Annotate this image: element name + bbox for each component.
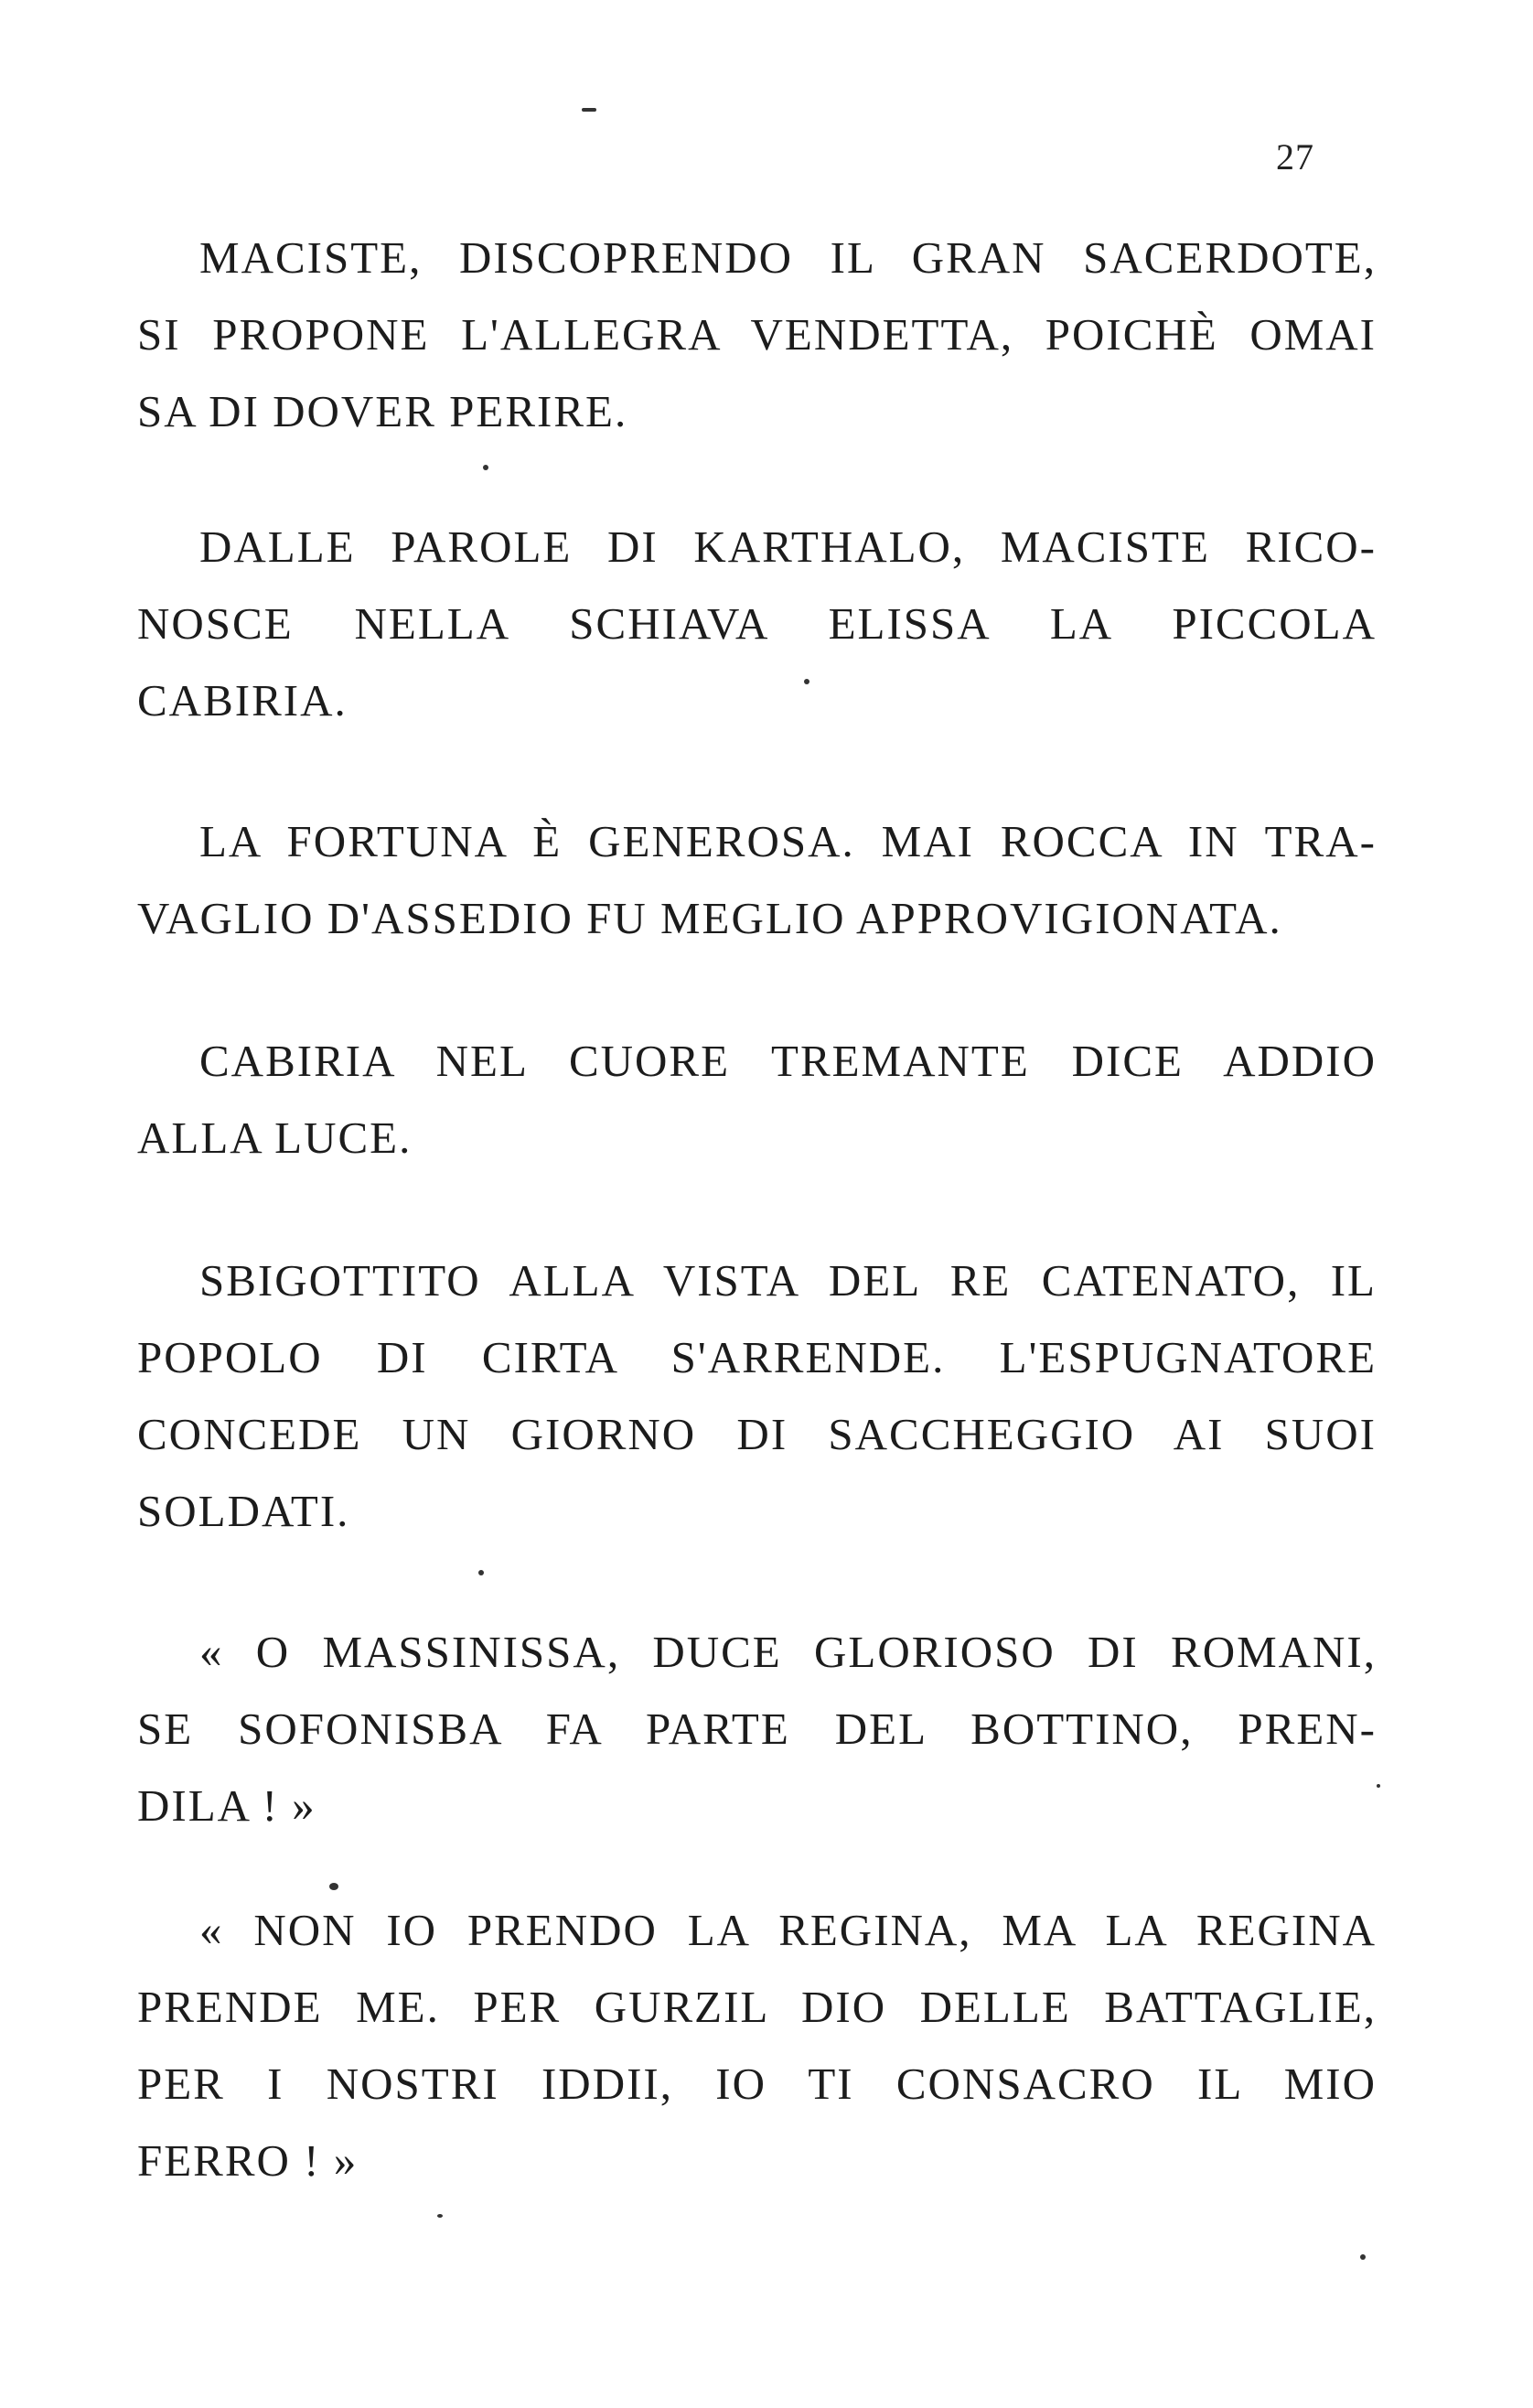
scan-speck	[804, 679, 809, 684]
caption-line: ALLA LUCE.	[137, 1113, 413, 1163]
caption-line: « NON IO PRENDO LA REGINA, MA LA REGINA	[199, 1905, 1377, 1955]
caption-line: POPOLO DI CIRTA S'ARRENDE. L'ESPUGNATORE	[137, 1332, 1377, 1382]
scan-speck	[1377, 1784, 1380, 1788]
caption-line: CABIRIA.	[137, 675, 348, 726]
caption-line: DILA ! »	[137, 1780, 316, 1831]
caption-paragraph	[137, 220, 1377, 450]
caption-line: MACISTE, DISCOPRENDO IL GRAN SACERDOTE,	[199, 232, 1377, 283]
caption-line: LA FORTUNA È GENEROSA. MAI ROCCA IN TRA-	[199, 816, 1377, 866]
caption-line: NOSCE NELLA SCHIAVA ELISSA LA PICCOLA	[137, 598, 1377, 649]
scan-speck	[582, 108, 596, 112]
caption-line: FERRO ! »	[137, 2135, 359, 2186]
scan-speck	[1360, 2254, 1366, 2260]
caption-paragraph	[137, 1614, 1377, 1844]
caption-line: SBIGOTTITO ALLA VISTA DEL RE CATENATO, IL	[199, 1255, 1377, 1306]
caption-line: PRENDE ME. PER GURZIL DIO DELLE BATTAGLIE,	[137, 1982, 1377, 2032]
caption-line: VAGLIO D'ASSEDIO FU MEGLIO APPROVIGIONATA.	[137, 893, 1282, 943]
caption-paragraph	[137, 1892, 1377, 2199]
caption-line: CONCEDE UN GIORNO DI SACCHEGGIO AI SUOI	[137, 1409, 1377, 1459]
scan-speck	[437, 2214, 443, 2218]
caption-line: SA DI DOVER PERIRE.	[137, 386, 628, 436]
scan-speck	[483, 465, 488, 470]
scan-speck	[329, 1883, 338, 1890]
caption-paragraph	[137, 1023, 1377, 1177]
caption-paragraph	[137, 509, 1377, 739]
caption-line: PER I NOSTRI IDDII, IO TI CONSACRO IL MIO	[137, 2059, 1377, 2109]
caption-paragraph	[137, 803, 1377, 957]
scan-speck	[478, 1570, 484, 1575]
page-number: 27	[1276, 136, 1314, 177]
caption-paragraph	[137, 1242, 1377, 1550]
caption-line: SOLDATI.	[137, 1486, 350, 1536]
caption-line: SI PROPONE L'ALLEGRA VENDETTA, POICHÈ OMAI	[137, 309, 1377, 360]
caption-line: DALLE PAROLE DI KARTHALO, MACISTE RICO-	[199, 521, 1377, 572]
caption-line: CABIRIA NEL CUORE TREMANTE DICE ADDIO	[199, 1036, 1377, 1086]
caption-line: « O MASSINISSA, DUCE GLORIOSO DI ROMANI,	[199, 1627, 1377, 1677]
caption-line: SE SOFONISBA FA PARTE DEL BOTTINO, PREN-	[137, 1704, 1377, 1754]
